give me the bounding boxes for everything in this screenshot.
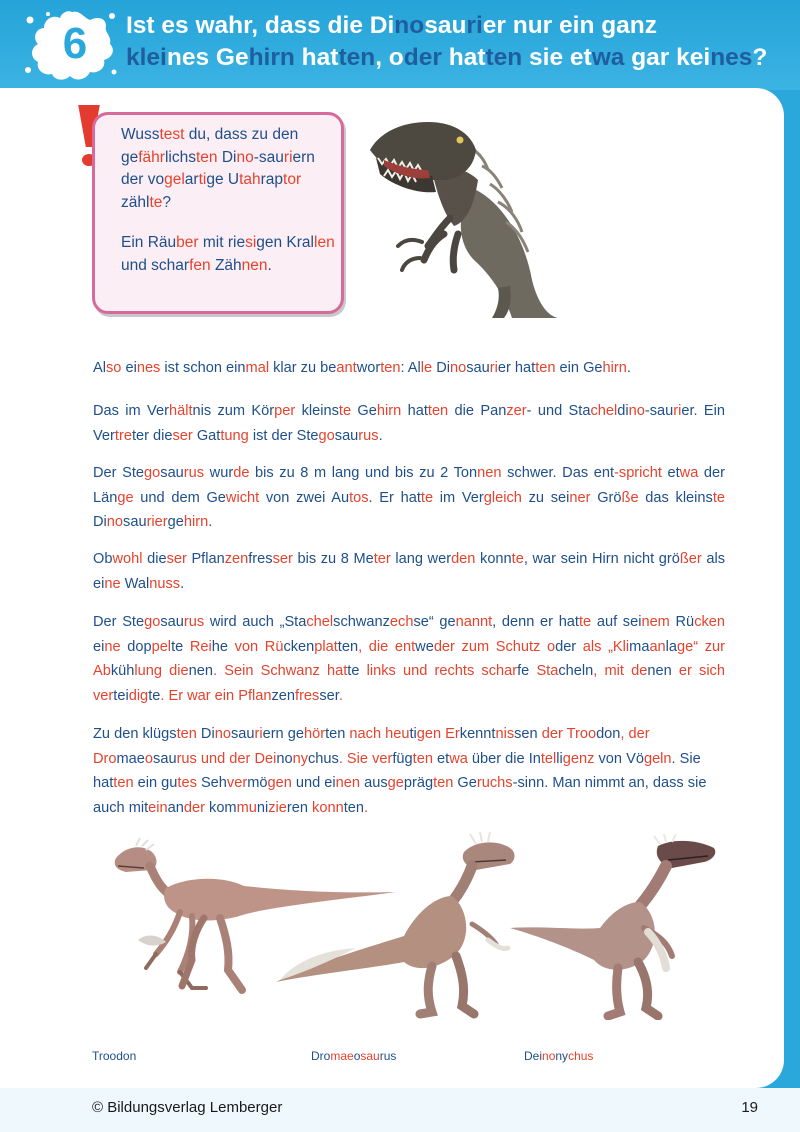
paragraph: Das im Verhältnis zum Körper kleinste Gehirn hatten die Panzer- und Stacheldino-saurier. Ein Vertreter dieser Gattung ist der Stegosaurus. <box>93 403 725 444</box>
publisher-credit: © Bildungsverlag Lemberger <box>92 1099 283 1116</box>
paragraph: Obwohl dieser Pflanzenfresser bis zu 8 Meter lang werden konnte, war sein Hirn nicht größer als eine Walnuss. <box>93 551 726 592</box>
text-block <box>93 399 725 448</box>
paragraph: Der Stegosaurus wird auch „Stachelschwanzechse“ genannt, denn er hatte auf seinem Rücken eine doppelte Reihe von Rückenplatten, die entweder zum Schutz oder als „Klimaanlage“ zur Abkühlung dienen. Sein Schwanz hatte links und rechts scharfe Stacheln, mit denen er sich verteidigte. Er war ein Pflanzenfresser. <box>93 614 726 704</box>
paragraph: Zu den klügsten Dinosauriern gehörten nach heutigen Erkenntnissen der Troodon, der Dromaeosaurus und der Deinonychus. Sie verfügten etwa über die Intelligenz von Vögeln. Sie hatten ein gutes Sehvermögen und einen ausgeprägten Geruchs-sinn. Man nimmt an, dass sie auch miteinander kommunizieren konnten. <box>93 726 707 816</box>
text-block <box>93 356 725 381</box>
text-block <box>93 547 725 596</box>
fact-box <box>92 112 344 314</box>
utahraptor-illustration <box>362 110 572 320</box>
fact-text-1: Wusstest du, dass zu den gefährlichsten Dino-sauriern der vogelartige Utahraptor zählte? <box>121 126 315 211</box>
caption-deinonychus: Deinonychus <box>524 1049 594 1063</box>
fact-text-2: Ein Räuber mit riesigen Krallen und scharfen Zähnen. <box>121 234 335 274</box>
chapter-number: 6 <box>62 19 88 68</box>
dromaeosaurus-illustration <box>276 830 546 1020</box>
chapter-badge <box>14 6 118 86</box>
paragraph: Also eines ist schon einmal klar zu beantworten: Alle Dinosaurier hatten ein Gehirn. <box>93 360 631 376</box>
page-number: 19 <box>741 1099 758 1116</box>
page-title <box>126 10 796 74</box>
caption-dromaeosaurus: Dromaeosaurus <box>311 1049 397 1063</box>
text-block <box>93 610 725 708</box>
paragraph: Der Stegosaurus wurde bis zu 8 m lang und bis zu 2 Tonnen schwer. Das ent-spricht etwa der Länge und dem Gewicht von zwei Autos. Er hatte im Vergleich zu seiner Größe das kleinste Dinosauriergehirn. <box>93 465 726 531</box>
caption-troodon: Troodon <box>92 1049 137 1063</box>
title-line-2: kleines Gehirn hatten, oder hatten sie etwa gar keines? <box>126 44 768 71</box>
text-block <box>93 461 725 535</box>
deinonychus-illustration <box>508 832 738 1020</box>
title-line-1: Ist es wahr, dass die Dinosaurier nur ein ganz <box>126 12 658 39</box>
text-block <box>93 722 725 820</box>
